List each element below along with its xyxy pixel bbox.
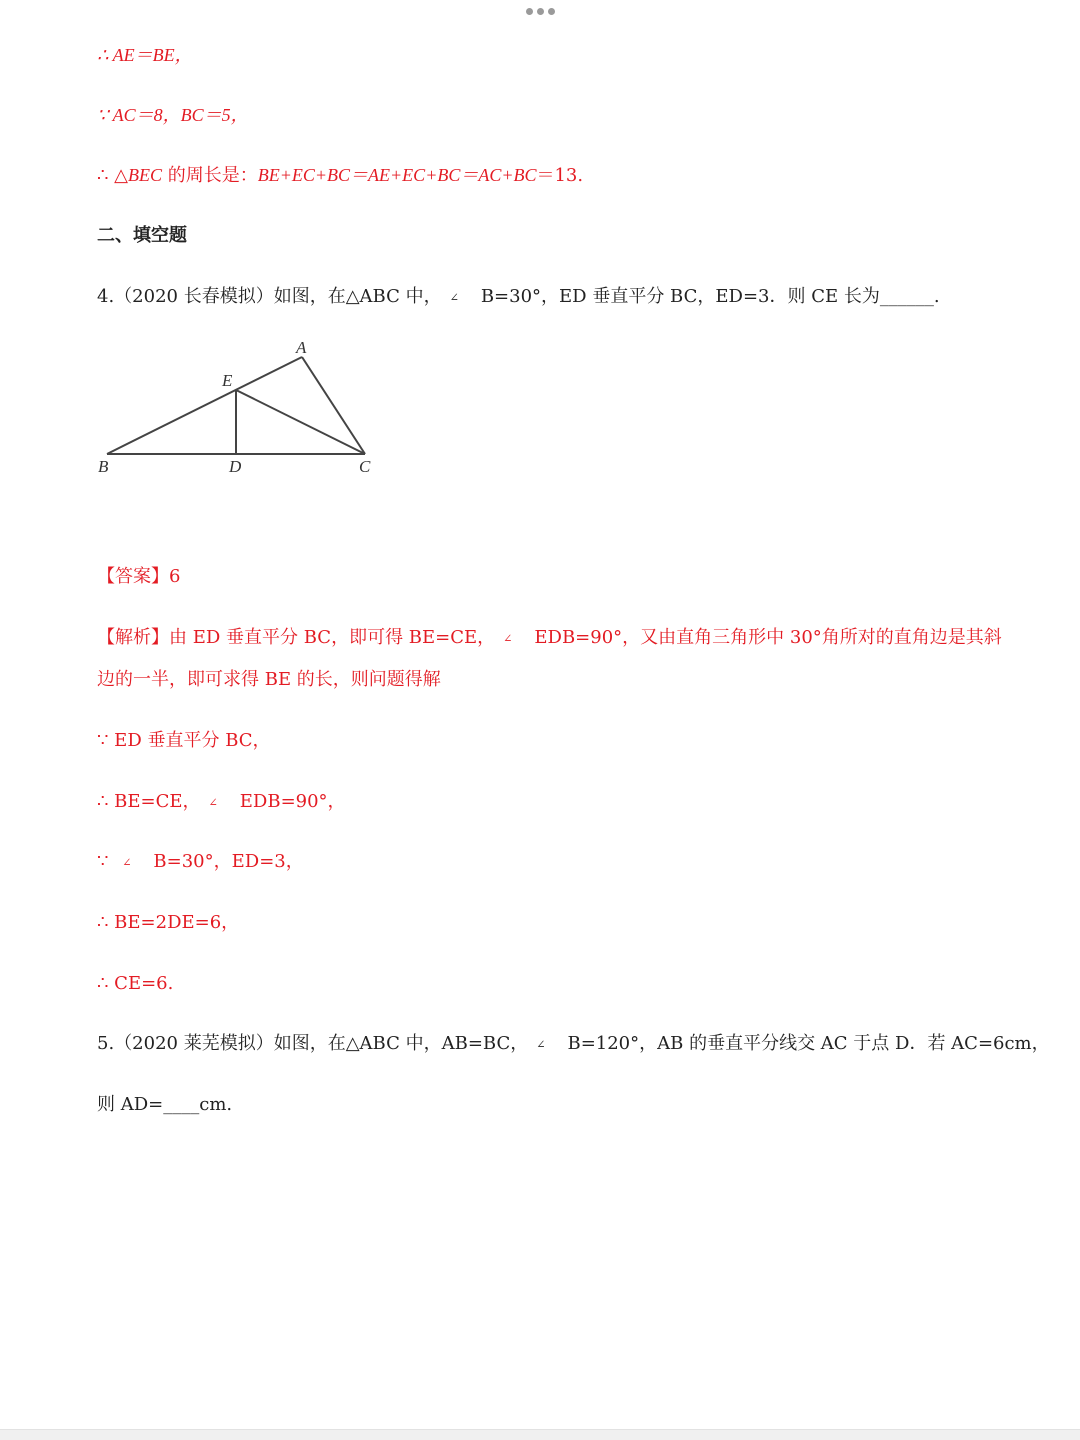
segment-ec	[236, 390, 365, 454]
perimeter-expression: BE+EC+BC＝AE+EC+BC＝AC+BC	[257, 165, 537, 185]
therefore-triangle: ∴ △	[97, 165, 129, 186]
angle-icon: ∠	[122, 856, 132, 869]
more-options-icon[interactable]	[526, 8, 555, 15]
analysis-line-2: 边的一半，即可求得 BE 的长，则问题得解	[97, 669, 441, 690]
question-4-text-b: B=30°，ED 垂直平分 BC，ED=3．则 CE 长为______.	[480, 286, 940, 307]
analysis-text-b: EDB=90°，又由直角三角形中 30°角所对的直角边是其斜	[534, 627, 1002, 648]
step-5: ∴ CE=6.	[97, 973, 174, 994]
perimeter-label: 的周长是：	[162, 165, 258, 186]
analysis-text-a: 【解析】由 ED 垂直平分 BC，即可得 BE=CE，	[97, 627, 496, 648]
perimeter-result: ＝13.	[536, 165, 584, 186]
label-c: C	[359, 457, 371, 476]
angle-icon: ∠	[536, 1038, 546, 1051]
bottom-bar	[0, 1429, 1080, 1440]
text-line-ae-be: ∴ AE＝BE，	[97, 45, 193, 65]
step-2	[97, 791, 346, 814]
triangle-figure	[95, 335, 385, 489]
question-4-text-a: 4.（2020 长春模拟）如图，在△ABC 中，	[97, 286, 442, 307]
question-5-line-1	[97, 1033, 1050, 1056]
step-3-text-a: ∵	[97, 851, 115, 872]
segment-ba	[107, 357, 302, 454]
question-5-line-2: 则 AD=____cm.	[97, 1094, 233, 1115]
label-d: D	[229, 457, 242, 476]
label-b: B	[98, 457, 109, 476]
step-2-text-a: ∴ BE=CE，	[97, 791, 201, 812]
triangle-name: BEC	[128, 165, 163, 185]
text-line-perimeter	[97, 164, 583, 187]
question-5-text-a: 5.（2020 莱芜模拟）如图，在△ABC 中，AB=BC，	[97, 1033, 529, 1054]
angle-icon: ∠	[208, 796, 218, 809]
step-3-text-b: B=30°，ED=3，	[153, 851, 304, 872]
question-5-text-b: B=120°，AB 的垂直平分线交 AC 于点 D．若 AC=6cm，	[567, 1033, 1050, 1054]
step-4: ∴ BE=2DE=6，	[97, 912, 240, 933]
question-4	[97, 286, 940, 309]
label-e: E	[222, 371, 233, 390]
step-3	[97, 851, 304, 874]
label-a: A	[296, 338, 307, 357]
analysis-line-1	[97, 627, 1002, 650]
angle-icon: ∠	[503, 632, 513, 645]
step-1: ∵ ED 垂直平分 BC，	[97, 730, 271, 751]
triangle-diagram	[95, 335, 385, 485]
text-line-ac-bc: ∵ AC＝8，BC＝5，	[97, 105, 249, 125]
answer-line: 【答案】6	[97, 566, 181, 587]
section-heading: 二、填空题	[97, 225, 187, 246]
angle-icon: ∠	[449, 291, 459, 304]
step-2-text-b: EDB=90°，	[239, 791, 346, 812]
